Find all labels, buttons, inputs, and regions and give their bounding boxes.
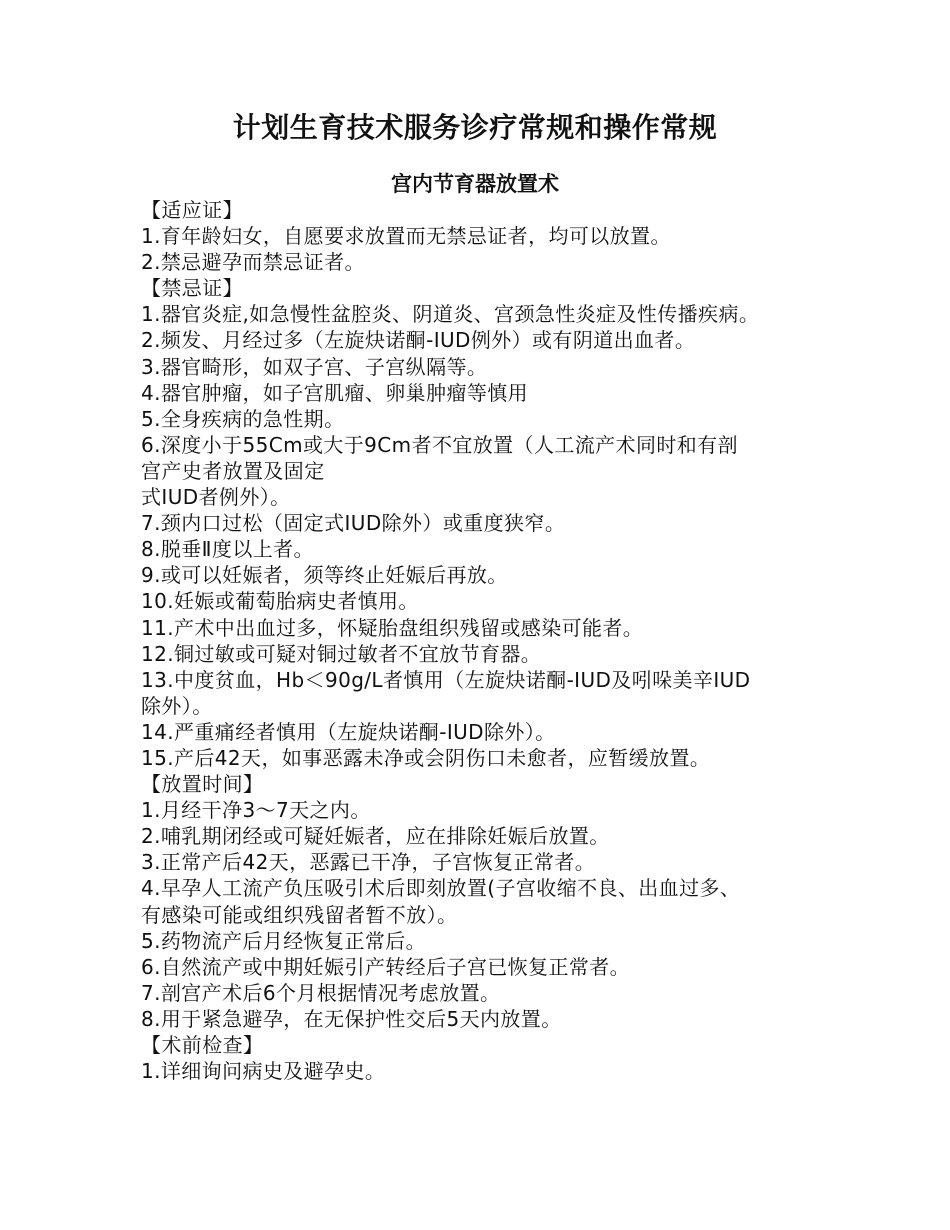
text-line: 4.早孕人工流产负压吸引术后即刻放置(子宫收缩不良、出血过多、 [141,876,741,901]
text-line: 9.或可以妊娠者，须等终止妊娠后再放。 [141,563,508,588]
text-line: 14.严重痛经者慎用（左旋炔诺酮-IUD除外）。 [141,719,556,744]
text-line: 7.颈内口过松（固定式IUD除外）或重度狭窄。 [141,511,566,536]
text-line: 2.频发、月经过多（左旋炔诺酮-IUD例外）或有阴道出血者。 [141,328,696,353]
text-line: 5.全身疾病的急性期。 [141,406,345,431]
text-line: 3.器官畸形，如双子宫、子宫纵隔等。 [141,354,488,379]
text-line: 1.月经干净3～7天之内。 [141,798,371,823]
text-line: 1.育年龄妇女，自愿要求放置而无禁忌证者，均可以放置。 [141,224,671,249]
section-heading: 【术前检查】 [141,1033,264,1057]
text-line: 10.妊娠或葡萄胎病史者慎用。 [141,589,419,614]
text-line: 15.产后42天，如事恶露未净或会阴伤口未愈者，应暂缓放置。 [141,745,711,770]
text-line: 2.哺乳期闭经或可疑妊娠者，应在排除妊娠后放置。 [141,824,610,849]
text-line: 13.中度贫血，Hb＜90g/L者慎用（左旋炔诺酮-IUD及吲哚美辛IUD [141,667,751,692]
text-line: 5.药物流产后月经恢复正常后。 [141,928,427,953]
text-line: 3.正常产后42天，恶露已干净，子宫恢复正常者。 [141,850,596,875]
text-line: 11.产术中出血过多，怀疑胎盘组织残留或感染可能者。 [141,615,644,640]
text-line: 有感染可能或组织残留者暂不放）。 [141,902,458,927]
text-line: 2.禁忌避孕而禁忌证者。 [141,250,365,275]
text-line: 8.脱垂Ⅱ度以上者。 [141,537,314,562]
text-line: 4.器官肿瘤，如子宫肌瘤、卵巢肿瘤等慎用 [141,380,529,405]
text-line: 6.深度小于55Cm或大于9Cm者不宜放置（人工流产术同时和有剖 [141,432,738,457]
text-line: 8.用于紧急避孕，在无保护性交后5天内放置。 [141,1006,562,1031]
text-line: 12.铜过敏或可疑对铜过敏者不宜放节育器。 [141,641,542,666]
text-line: 除外）。 [141,693,213,718]
document-body [141,197,831,1084]
section-heading: 【放置时间】 [141,772,264,797]
text-line: 1.详细询问病史及避孕史。 [141,1059,386,1084]
text-line: 6.自然流产或中期妊娠引产转经后子宫已恢复正常者。 [141,954,631,979]
text-line: 1.器官炎症,如急慢性盆腔炎、阴道炎、宫颈急性炎症及性传播疾病。 [141,302,760,327]
section-heading: 【适应证】 [141,198,243,222]
text-line: 宫产史者放置及固定 [141,458,325,483]
section-title: 宫内节育器放置术 [391,172,559,196]
section-heading: 【禁忌证】 [141,276,243,301]
text-line: 7.剖宫产术后6个月根据情况考虑放置。 [141,980,501,1005]
document-title: 计划生育技术服务诊疗常规和操作常规 [232,111,718,144]
text-line: 式IUD者例外）。 [141,485,291,510]
